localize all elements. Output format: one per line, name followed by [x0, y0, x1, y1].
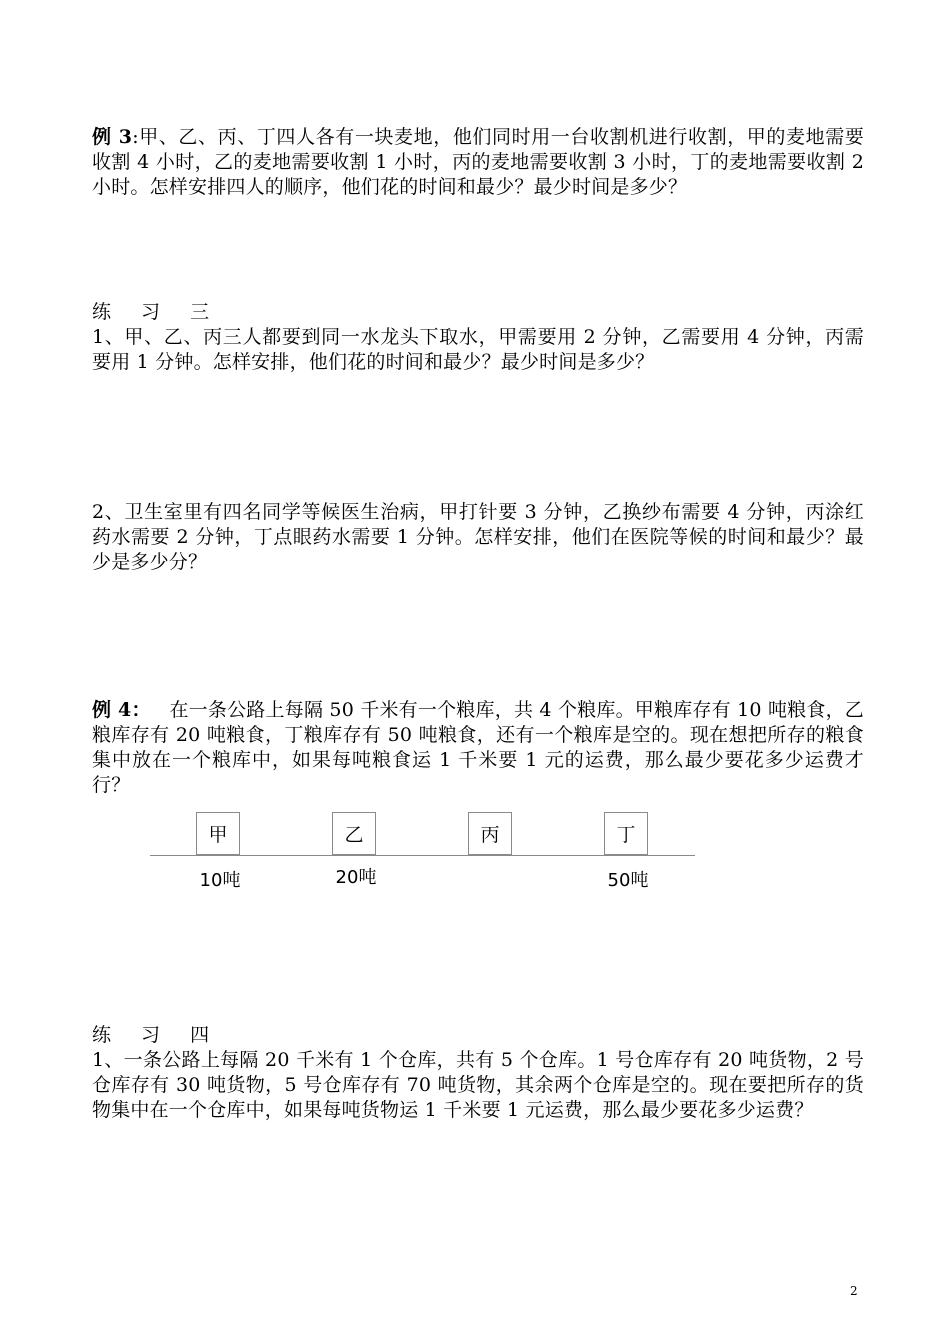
warehouse-amount-yi: 20吨 [335, 867, 377, 888]
example-4-label: 例 4： [92, 699, 151, 721]
road-line [150, 855, 695, 856]
warehouse-box-ding: 丁 [604, 812, 648, 855]
warehouse-box-yi: 乙 [332, 812, 376, 855]
practice-3-question-1: 1、甲、乙、丙三人都要到同一水龙头下取水，甲需要用 2 分钟，乙需要用 4 分钟，丙需要用 1 分钟。怎样安排，他们花的时间和最少？最少时间是多少？ [92, 326, 864, 373]
warehouse-amount-ding: 50吨 [607, 870, 649, 891]
warehouse-box-bing: 丙 [468, 812, 512, 855]
example-3-label: 例 3 [92, 126, 133, 148]
example-3 [92, 125, 864, 200]
page-number: 2 [850, 1284, 858, 1298]
warehouse-amount-jia: 10吨 [199, 870, 241, 891]
example-3-text: :甲、乙、丙、丁四人各有一块麦地，他们同时用一台收割机进行收割，甲的麦地需要收割 4 小时，乙的麦地需要收割 1 小时，丙的麦地需要收割 3 小时，丁的麦地需要收割 2 小时。怎样安排四人的顺序，他们花的时间和最少？最少时间是多少？ [92, 126, 864, 198]
example-4-text: 在一条公路上每隔 50 千米有一个粮库，共 4 个粮库。甲粮库存有 10 吨粮食，乙粮库存有 20 吨粮食，丁粮库存有 50 吨粮食，还有一个粮库是空的。现在想把所存的粮食集中放在一个粮库中，如果每吨粮食运 1 千米要 1 元的运费，那么最少要花多少运费才行？ [92, 699, 864, 796]
practice-4-title: 练 习 四 [92, 1024, 222, 1046]
example-4 [92, 698, 864, 798]
warehouse-box-jia: 甲 [196, 812, 240, 855]
practice-4-question-1: 1、一条公路上每隔 20 千米有 1 个仓库，共有 5 个仓库。1 号仓库存有 20 吨货物，2 号仓库存有 30 吨货物，5 号仓库存有 70 吨货物，其余两个仓库是空的。现在要把所存的货物集中在一个仓库中，如果每吨货物运 1 千米要 1 元运费，那么最少要花多少运费？ [92, 1049, 864, 1121]
practice-3-question-2: 2、卫生室里有四名同学等候医生治病，甲打针要 3 分钟，乙换纱布需要 4 分钟，丙涂红药水需要 2 分钟，丁点眼药水需要 1 分钟。怎样安排，他们在医院等候的时间和最少？最少是多少分？ [92, 501, 864, 573]
practice-3-title: 练 习 三 [92, 301, 222, 323]
